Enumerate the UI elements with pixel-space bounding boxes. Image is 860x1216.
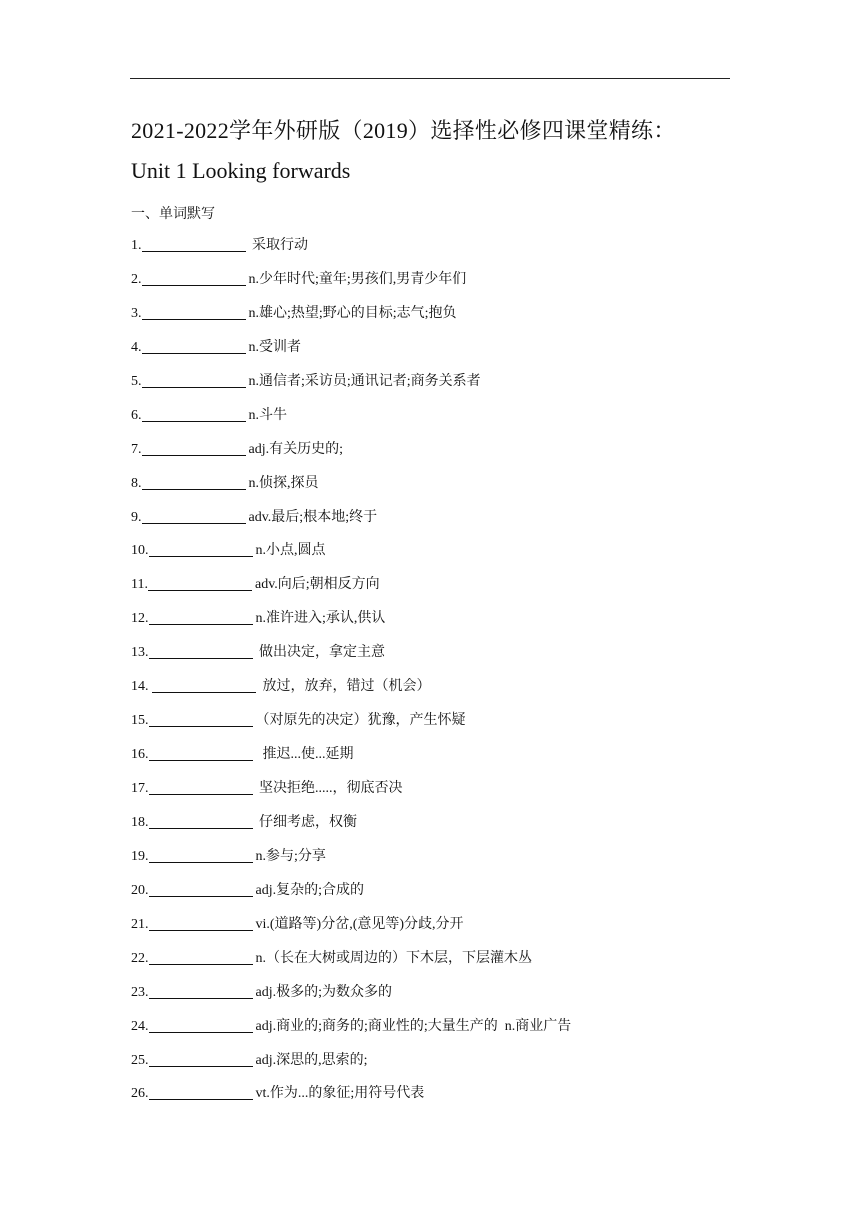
item-definition: 采取行动 <box>248 238 308 253</box>
list-item <box>131 949 731 983</box>
item-definition: 仔细考虑，权衡 <box>255 814 357 830</box>
item-number: 15. <box>131 713 149 729</box>
item-number: 20. <box>131 882 149 898</box>
answer-blank[interactable] <box>142 440 246 456</box>
answer-blank[interactable] <box>149 643 253 659</box>
answer-blank[interactable] <box>142 270 246 286</box>
document-title: 2021-2022学年外研版（2019）选择性必修四课堂精练： <box>131 118 676 143</box>
item-definition: n.（长在大树或周边的）下木层，下层灌木丛 <box>255 950 532 966</box>
item-number: 4. <box>131 339 142 355</box>
item-definition: n.斗牛 <box>248 407 287 423</box>
list-item <box>131 1084 731 1118</box>
list-item <box>131 779 731 813</box>
list-item <box>131 406 731 440</box>
list-item <box>131 304 731 338</box>
item-number: 2. <box>131 271 142 287</box>
answer-blank[interactable] <box>142 236 246 252</box>
item-definition: n.侦探,探员 <box>248 475 319 491</box>
answer-blank[interactable] <box>152 677 256 693</box>
item-number: 6. <box>131 407 142 423</box>
item-number: 7. <box>131 441 142 457</box>
list-item <box>131 372 731 406</box>
list-item <box>131 541 731 575</box>
item-number: 17. <box>131 781 149 796</box>
list-item <box>131 677 731 711</box>
item-number: 12. <box>131 611 149 627</box>
answer-blank[interactable] <box>142 474 246 490</box>
answer-blank[interactable] <box>148 575 252 591</box>
list-item <box>131 983 731 1017</box>
item-number: 25. <box>131 1052 149 1068</box>
item-definition: adj.有关历史的; <box>248 441 343 457</box>
list-item <box>131 609 731 643</box>
answer-blank[interactable] <box>149 1017 253 1033</box>
list-item <box>131 575 731 609</box>
item-definition: （对原先的决定）犹豫，产生怀疑 <box>255 713 466 729</box>
header-rule <box>130 78 730 79</box>
item-definition: vt.作为...的象征;用符号代表 <box>255 1086 425 1102</box>
list-item <box>131 338 731 372</box>
list-item <box>131 1051 731 1085</box>
list-item <box>131 745 731 779</box>
list-item <box>131 711 731 745</box>
answer-blank[interactable] <box>149 779 253 795</box>
item-number: 18. <box>131 814 149 830</box>
item-definition: n.通信者;采访员;通讯记者;商务关系者 <box>248 373 481 389</box>
item-number: 8. <box>131 475 142 491</box>
item-definition: n.受训者 <box>248 339 301 355</box>
answer-blank[interactable] <box>149 847 253 863</box>
item-definition: 坚决拒绝.....，彻底否决 <box>255 781 403 796</box>
item-definition: n.少年时代;童年;男孩们,男青少年们 <box>248 271 467 287</box>
list-item <box>131 643 731 677</box>
item-number: 24. <box>131 1018 149 1034</box>
item-number: 3. <box>131 305 142 321</box>
item-number: 1. <box>131 238 142 253</box>
answer-blank[interactable] <box>142 372 246 388</box>
answer-blank[interactable] <box>149 915 253 931</box>
list-item <box>131 440 731 474</box>
list-item <box>131 270 731 304</box>
answer-blank[interactable] <box>142 338 246 354</box>
unit-title: Unit 1 Looking forwards <box>131 158 351 183</box>
answer-blank[interactable] <box>149 609 253 625</box>
list-item <box>131 236 731 270</box>
answer-blank[interactable] <box>142 508 246 524</box>
list-item <box>131 508 731 542</box>
item-definition: n.小点,圆点 <box>255 543 326 559</box>
answer-blank[interactable] <box>142 304 246 320</box>
answer-blank[interactable] <box>149 881 253 897</box>
item-definition: vi.(道路等)分岔,(意见等)分歧,分开 <box>255 916 464 932</box>
answer-blank[interactable] <box>149 745 253 761</box>
item-definition: 做出决定，拿定主意 <box>255 645 385 661</box>
item-number: 5. <box>131 373 142 389</box>
answer-blank[interactable] <box>149 983 253 999</box>
item-definition: 推迟...使...延期 <box>255 747 354 763</box>
answer-blank[interactable] <box>149 1051 253 1067</box>
item-number: 16. <box>131 747 149 763</box>
item-number: 26. <box>131 1086 149 1102</box>
answer-blank[interactable] <box>149 949 253 965</box>
item-number: 22. <box>131 950 149 966</box>
item-definition: adv.最后;根本地;终于 <box>248 509 378 525</box>
item-number: 9. <box>131 509 142 525</box>
item-number: 21. <box>131 916 149 932</box>
item-number: 11. <box>131 577 148 593</box>
item-definition: n.准许进入;承认,供认 <box>255 611 386 627</box>
item-definition: adj.复杂的;合成的 <box>255 882 364 898</box>
item-number: 13. <box>131 645 149 661</box>
item-definition: n.参与;分享 <box>255 848 326 864</box>
item-number: 10. <box>131 543 149 559</box>
answer-blank[interactable] <box>142 406 246 422</box>
list-item <box>131 813 731 847</box>
answer-blank[interactable] <box>149 711 253 727</box>
list-item <box>131 847 731 881</box>
section-heading: 一、单词默写 <box>131 207 215 222</box>
answer-blank[interactable] <box>149 813 253 829</box>
vocabulary-list <box>131 236 731 1118</box>
item-number: 23. <box>131 984 149 1000</box>
item-definition: n.雄心;热望;野心的目标;志气;抱负 <box>248 305 457 321</box>
item-number: 19. <box>131 848 149 864</box>
item-definition: 放过，放弃，错过（机会） <box>259 679 431 695</box>
item-definition: adv.向后;朝相反方向 <box>254 577 380 593</box>
answer-blank[interactable] <box>149 1084 253 1100</box>
item-definition: adj.商业的;商务的;商业性的;大量生产的 n.商业广告 <box>255 1018 572 1034</box>
list-item <box>131 1017 731 1051</box>
list-item <box>131 881 731 915</box>
answer-blank[interactable] <box>149 541 253 557</box>
item-number: 14. <box>131 679 152 695</box>
list-item <box>131 474 731 508</box>
item-definition: adj.极多的;为数众多的 <box>255 984 392 1000</box>
item-definition: adj.深思的,思索的; <box>255 1052 368 1068</box>
list-item <box>131 915 731 949</box>
